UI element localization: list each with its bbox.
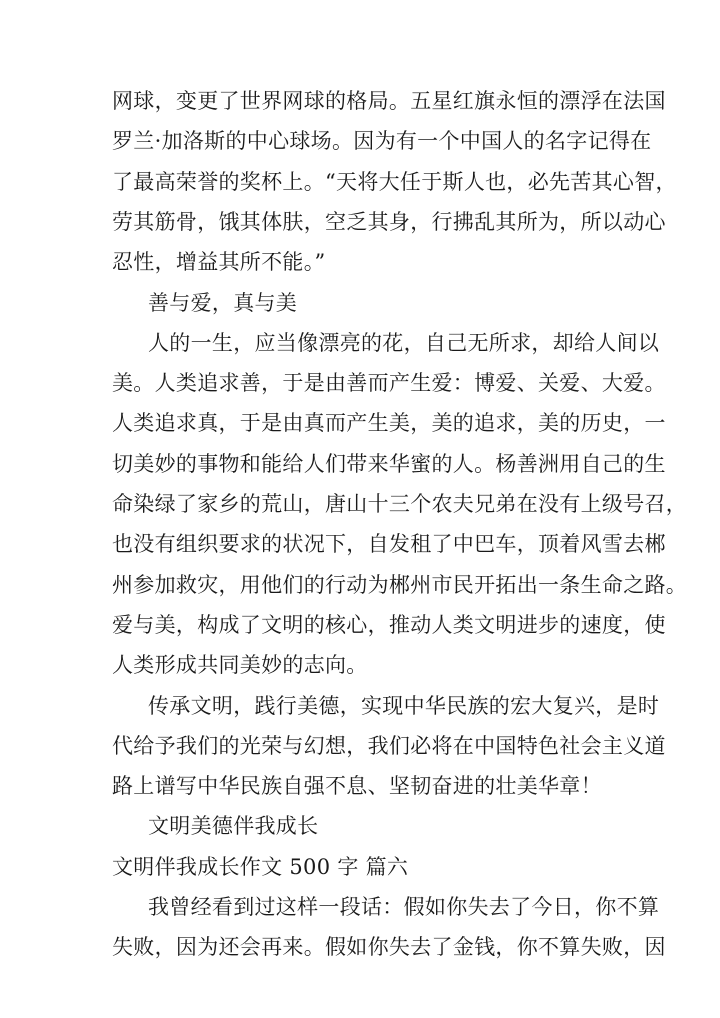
text-line: 州参加救灾，用他们的行动为郴州市民开拓出一条生命之路。 bbox=[112, 573, 688, 597]
text-line: 美。人类追求善，于是由善而产生爱：博爱、关爱、大爱。 bbox=[112, 371, 666, 395]
text-line: 路上谱写中华民族自强不息、坚韧奋进的壮美华章！ bbox=[112, 774, 602, 798]
text-line: 网球，变更了世界网球的格局。五星红旗永恒的漂浮在法国 bbox=[112, 89, 666, 113]
text-line: 人类形成共同美妙的志向。 bbox=[112, 653, 368, 677]
text-line: 传承文明，践行美德，实现中华民族的宏大复兴，是时 bbox=[148, 694, 660, 718]
text-line: 忍性，增益其所不能。” bbox=[112, 250, 326, 274]
text-line: 切美妙的事物和能给人们带来华蜜的人。杨善洲用自己的生 bbox=[112, 452, 666, 476]
section-heading: 善与爱，真与美 bbox=[148, 291, 298, 315]
essay-title: 文明伴我成长作文 500 字 篇六 bbox=[112, 855, 409, 879]
text-line: 爱与美，构成了文明的核心，推动人类文明进步的速度，使 bbox=[112, 613, 666, 637]
section-heading: 文明美德伴我成长 bbox=[148, 814, 319, 838]
text-line: 人的一生，应当像漂亮的花，自己无所求，却给人间以 bbox=[148, 331, 660, 355]
text-line: 劳其筋骨，饿其体肤，空乏其身，行拂乱其所为，所以动心 bbox=[112, 210, 666, 234]
text-line: 了最高荣誉的奖杯上。“天将大任于斯人也，必先苦其心智， bbox=[112, 170, 677, 194]
text-line: 失败，因为还会再来。假如你失去了金钱，你不算失败，因 bbox=[112, 935, 666, 959]
text-line: 我曾经看到过这样一段话：假如你失去了今日，你不算 bbox=[148, 895, 660, 919]
text-line: 也没有组织要求的状况下，自发租了中巴车，顶着风雪去郴 bbox=[112, 532, 666, 556]
text-line: 罗兰·加洛斯的中心球场。因为有一个中国人的名字记得在 bbox=[112, 129, 652, 153]
text-line: 人类追求真，于是由真而产生美，美的追求，美的历史，一 bbox=[112, 411, 666, 435]
text-line: 代给予我们的光荣与幻想，我们必将在中国特色社会主义道 bbox=[112, 734, 666, 758]
text-line: 命染绿了家乡的荒山，唐山十三个农夫兄弟在没有上级号召， bbox=[112, 492, 688, 516]
